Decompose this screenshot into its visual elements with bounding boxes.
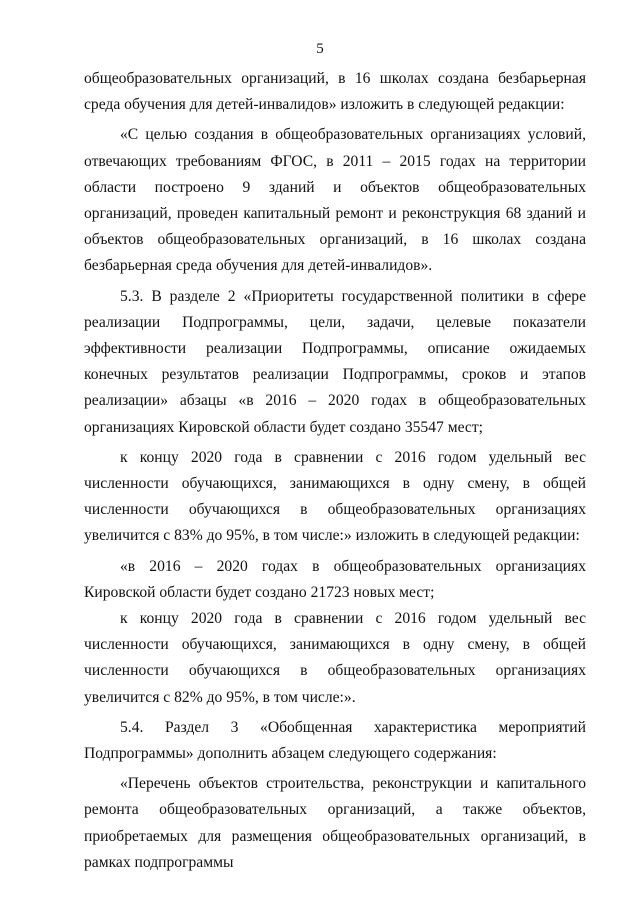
paragraph-continuation: общеобразовательных организаций, в 16 школах создана безбарьерная среда обучения для детей-инвалидов» изложить в следующей редакции: — [84, 70, 586, 114]
paragraph-list-of-objects: «Перечень объектов строительства, реконструкции и капитального ремонта общеобразовательных организаций, а также объектов, приобретаемых для размещения общеобразовательных организаций, в рамках подпрограммы — [84, 775, 586, 871]
paragraph-old-share-text: к концу 2020 года в сравнении с 2016 годом удельный вес численности обучающихся, занимающихся в одну смену, в общей численности обучающихся в общеобразовательных организациях увеличится с 83% до 95%, в том числе:» изложить в следующей редакции: — [84, 448, 586, 545]
paragraph-new-share-text: к концу 2020 года в сравнении с 2016 годом удельный вес численности обучающихся, занимающихся в одну смену, в общей численности обучающихся в общеобразовательных организациях увеличится с 82% до 95%, в том числе:». — [84, 610, 586, 706]
page-number: 5 — [316, 41, 324, 57]
document-body — [84, 66, 586, 876]
paragraph-item-5-4: 5.4. Раздел 3 «Обобщенная характеристика мероприятий Подпрограммы» дополнить абзацем следующего содержания: — [84, 718, 586, 763]
paragraph-item-5-3: 5.3. В разделе 2 «Приоритеты государственной политики в сфере реализации Подпрограммы, цели, задачи, целевые показатели эффективности реализации Подпрограммы, описание ожидаемых конечных результатов реализации Подпрограммы, сроков и этапов реализации» абзацы «в 2016 – 2020 годах в общеобразовательных организациях Кировской области будет создано 35547 мест; — [84, 287, 586, 436]
paragraph-quoted-new-text: «С целью создания в общеобразовательных организациях условий, отвечающих требованиям ФГОС, в 2011 – 2015 годах на территории области построено 9 зданий и объектов общеобразовательных организаций, проведен капитальный ремонт и реконструкция 68 зданий и объектов общеобразовательных организаций, в 16 школах создана безбарьерная среда обучения для детей-инвалидов». — [84, 126, 586, 275]
paragraph-new-places-text: «в 2016 – 2020 годах в общеобразовательных организациях Кировской области будет создано 21723 новых мест; — [84, 557, 586, 601]
